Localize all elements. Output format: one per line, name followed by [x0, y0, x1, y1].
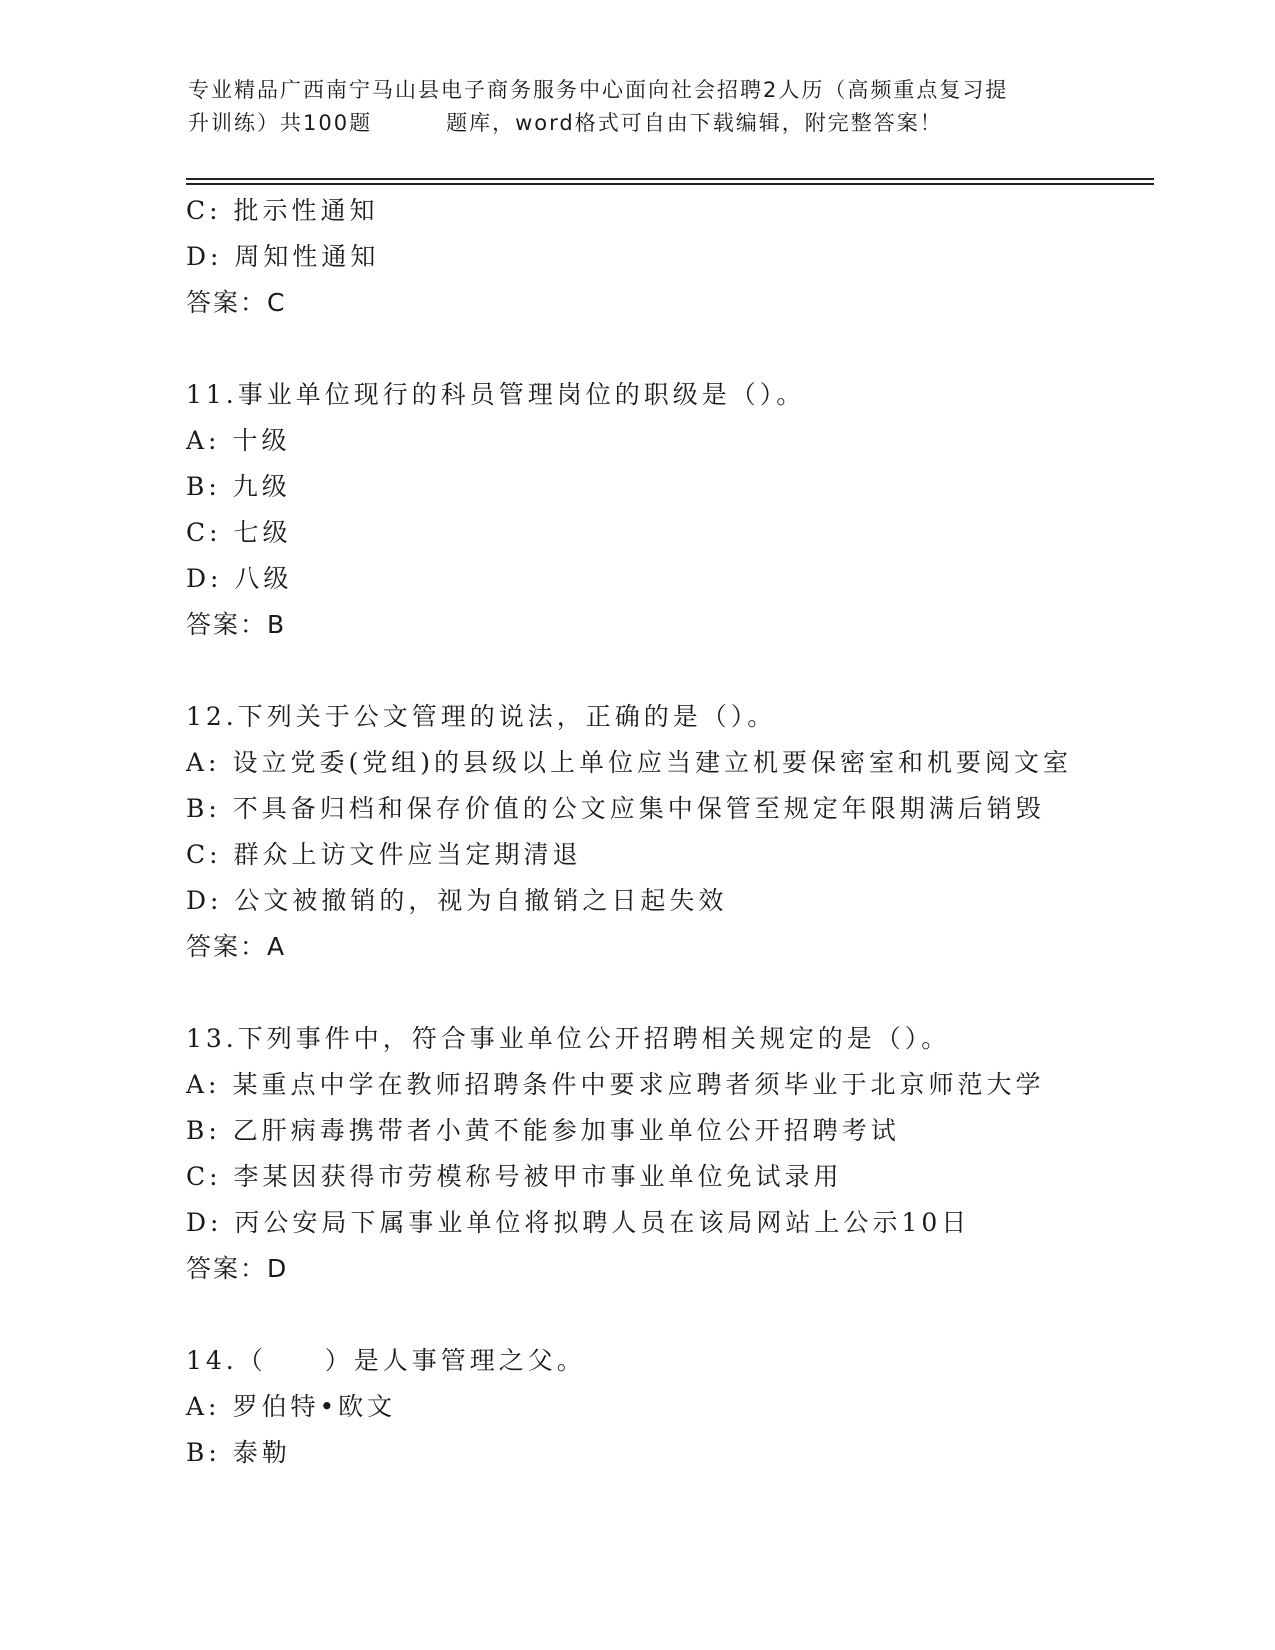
- answer-line: 答案：A: [186, 932, 287, 961]
- question-stem: 11.事业单位现行的科员管理岗位的职级是（）。: [186, 380, 806, 409]
- option-b: B: 不具备归档和保存价值的公文应集中保管至规定年限期满后销毁: [186, 794, 1045, 823]
- question-stem: 12.下列关于公文管理的说法，正确的是（）。: [186, 702, 777, 731]
- question-block-11: [186, 372, 1186, 648]
- answer-line: 答案：D: [186, 1254, 289, 1283]
- option-d: D: 八级: [186, 564, 293, 593]
- option-b: B: 泰勒: [186, 1438, 291, 1467]
- option-d: D: 公文被撤销的，视为自撤销之日起失效: [186, 886, 728, 915]
- option-d: D: 丙公安局下属事业单位将拟聘人员在该局网站上公示10日: [186, 1208, 971, 1237]
- question-block-14: [186, 1338, 1186, 1476]
- option-c: C: 七级: [186, 518, 292, 547]
- option-a: A: 设立党委(党组)的县级以上单位应当建立机要保密室和机要阅文室: [186, 748, 1072, 777]
- option-c: C: 李某因获得市劳模称号被甲市事业单位免试录用: [186, 1162, 843, 1191]
- option-b: B: 乙肝病毒携带者小黄不能参加事业单位公开招聘考试: [186, 1116, 900, 1145]
- header-line-1: 专业精品广西南宁马山县电子商务服务中心面向社会招聘2人历（高频重点复习提: [188, 78, 1009, 102]
- option-c: C: 批示性通知: [186, 196, 379, 225]
- header-divider-bottom: [186, 183, 1154, 185]
- question-stem: 14.（ ）是人事管理之父。: [186, 1346, 586, 1375]
- header-line-2-part-b: 题库，word格式可自由下载编辑，附完整答案！: [446, 111, 943, 135]
- question-block-13: [186, 1016, 1186, 1292]
- question-stem: 13.下列事件中，符合事业单位公开招聘相关规定的是（）。: [186, 1024, 951, 1053]
- option-d: D: 周知性通知: [186, 242, 380, 271]
- option-a: A: 十级: [186, 426, 291, 455]
- document-header: [188, 74, 1088, 140]
- option-c: C: 群众上访文件应当定期清退: [186, 840, 582, 869]
- option-a: A: 罗伯特•欧文: [186, 1392, 397, 1421]
- option-a: A: 某重点中学在教师招聘条件中要求应聘者须毕业于北京师范大学: [186, 1070, 1045, 1099]
- question-block-prev: [186, 188, 1186, 326]
- option-b: B: 九级: [186, 472, 291, 501]
- header-divider-top: [186, 178, 1154, 180]
- header-line-2-part-a: 升训练）共100题: [188, 111, 373, 135]
- header-line-2: [188, 107, 1088, 140]
- question-list: [186, 188, 1186, 1476]
- answer-line: 答案：C: [186, 288, 287, 317]
- question-block-12: [186, 694, 1186, 970]
- answer-line: 答案：B: [186, 610, 287, 639]
